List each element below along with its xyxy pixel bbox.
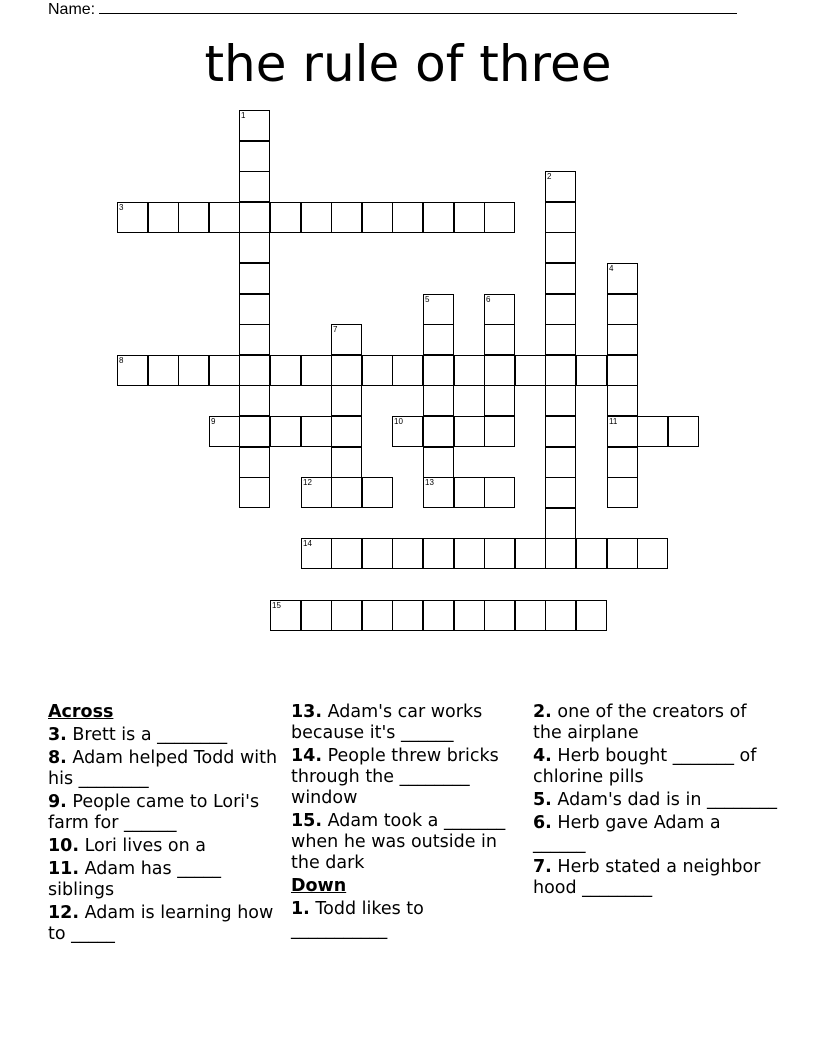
- grid-cell[interactable]: [362, 202, 393, 233]
- grid-cell[interactable]: [576, 600, 607, 631]
- clue-number: 14: [303, 539, 312, 548]
- grid-cell[interactable]: [607, 477, 638, 508]
- grid-cell[interactable]: [239, 385, 270, 416]
- clue-across-12: 12. Adam is learning how to _____: [48, 903, 274, 944]
- grid-cell[interactable]: [423, 600, 454, 631]
- grid-cell[interactable]: [239, 171, 270, 202]
- clue-number: 12: [303, 478, 312, 487]
- grid-cell[interactable]: [392, 600, 423, 631]
- grid-cell[interactable]: [117, 355, 148, 386]
- grid-cell[interactable]: [637, 416, 668, 447]
- grid-cell[interactable]: [117, 202, 148, 233]
- grid-cell[interactable]: [331, 202, 362, 233]
- grid-cell[interactable]: [423, 202, 454, 233]
- grid-cell[interactable]: [209, 202, 240, 233]
- grid-cell[interactable]: [454, 477, 485, 508]
- grid-cell[interactable]: [239, 263, 270, 294]
- grid-cell[interactable]: [515, 600, 546, 631]
- grid-cell[interactable]: [239, 355, 270, 386]
- grid-cell[interactable]: [545, 416, 576, 447]
- clue-number: 5: [425, 295, 430, 304]
- grid-cell[interactable]: [484, 294, 515, 325]
- clue-across-15: 15. Adam took a _______ when he was outside in the dark: [291, 811, 506, 873]
- grid-cell[interactable]: [607, 355, 638, 386]
- grid-cell[interactable]: [515, 355, 546, 386]
- down-heading: Down: [291, 876, 347, 896]
- grid-cell[interactable]: [331, 600, 362, 631]
- grid-cell[interactable]: [484, 202, 515, 233]
- clue-number: 3: [119, 203, 124, 212]
- grid-cell[interactable]: [362, 600, 393, 631]
- grid-cell[interactable]: [545, 538, 576, 569]
- clue-across-9: 9. People came to Lori's farm for ______: [48, 792, 260, 833]
- grid-cell[interactable]: [331, 416, 362, 447]
- grid-cell[interactable]: [454, 355, 485, 386]
- grid-cell[interactable]: [423, 477, 454, 508]
- across-heading: Across: [48, 702, 114, 722]
- grid-cell[interactable]: [331, 447, 362, 478]
- grid-cell[interactable]: [423, 355, 454, 386]
- grid-cell[interactable]: [270, 202, 301, 233]
- grid-cell[interactable]: [576, 355, 607, 386]
- grid-cell[interactable]: [484, 538, 515, 569]
- grid-cell[interactable]: [545, 477, 576, 508]
- puzzle-title: the rule of three: [204, 35, 612, 93]
- grid-cell[interactable]: [454, 202, 485, 233]
- grid-cell[interactable]: [423, 416, 454, 447]
- grid-cell[interactable]: [239, 416, 270, 447]
- grid-cell[interactable]: [454, 416, 485, 447]
- grid-cell[interactable]: [423, 385, 454, 416]
- grid-cell[interactable]: [607, 294, 638, 325]
- grid-cell[interactable]: [545, 600, 576, 631]
- clue-across-11: 11. Adam has _____ siblings: [48, 859, 221, 900]
- grid-cell[interactable]: [545, 202, 576, 233]
- grid-cell[interactable]: [545, 355, 576, 386]
- clue-number: 6: [486, 295, 491, 304]
- grid-cell[interactable]: [545, 294, 576, 325]
- grid-cell[interactable]: [484, 324, 515, 355]
- clue-number: 13: [425, 478, 434, 487]
- grid-cell[interactable]: [607, 324, 638, 355]
- grid-cell[interactable]: [239, 477, 270, 508]
- clue-down-2: 2. one of the creators of the airplane: [533, 702, 747, 743]
- grid-cell[interactable]: [423, 294, 454, 325]
- clue-number: 9: [211, 417, 216, 426]
- grid-cell[interactable]: [239, 110, 270, 141]
- grid-cell[interactable]: [270, 600, 301, 631]
- grid-cell[interactable]: [392, 355, 423, 386]
- grid-cell[interactable]: [362, 538, 393, 569]
- grid-cell[interactable]: [637, 538, 668, 569]
- clue-number: 1: [241, 111, 246, 120]
- grid-cell[interactable]: [301, 538, 332, 569]
- grid-cell[interactable]: [301, 477, 332, 508]
- clue-number: 8: [119, 356, 124, 365]
- clue-number: 11: [609, 417, 618, 426]
- clue-down-5: 5. Adam's dad is in ________: [533, 790, 778, 810]
- clue-down-4: 4. Herb bought _______ of chlorine pills: [533, 746, 757, 787]
- grid-cell[interactable]: [301, 416, 332, 447]
- grid-cell[interactable]: [362, 355, 393, 386]
- grid-cell[interactable]: [301, 355, 332, 386]
- grid-cell[interactable]: [392, 202, 423, 233]
- grid-cell[interactable]: [239, 202, 270, 233]
- grid-cell[interactable]: [607, 385, 638, 416]
- clue-down-1: 1. Todd likes to ___________: [291, 899, 424, 940]
- clue-number: 15: [272, 601, 281, 610]
- grid-cell[interactable]: [484, 477, 515, 508]
- clue-down-6: 6. Herb gave Adam a ______: [533, 813, 721, 854]
- grid-cell[interactable]: [545, 385, 576, 416]
- grid-cell[interactable]: [148, 202, 179, 233]
- grid-cell[interactable]: [239, 447, 270, 478]
- grid-cell[interactable]: [239, 141, 270, 172]
- grid-cell[interactable]: [270, 416, 301, 447]
- grid-cell[interactable]: [607, 447, 638, 478]
- grid-cell[interactable]: [668, 416, 699, 447]
- grid-cell[interactable]: [148, 355, 179, 386]
- grid-cell[interactable]: [331, 538, 362, 569]
- grid-cell[interactable]: [545, 171, 576, 202]
- grid-cell[interactable]: [209, 416, 240, 447]
- grid-cell[interactable]: [545, 232, 576, 263]
- grid-cell[interactable]: [484, 600, 515, 631]
- grid-cell[interactable]: [301, 202, 332, 233]
- grid-cell[interactable]: [423, 538, 454, 569]
- grid-cell[interactable]: [484, 355, 515, 386]
- grid-cell[interactable]: [423, 447, 454, 478]
- grid-cell[interactable]: [545, 263, 576, 294]
- clue-across-8: 8. Adam helped Todd with his ________: [48, 748, 278, 789]
- grid-cell[interactable]: [239, 232, 270, 263]
- clues-column-3: [533, 702, 778, 901]
- grid-cell[interactable]: [392, 538, 423, 569]
- grid-cell[interactable]: [607, 263, 638, 294]
- grid-cell[interactable]: [331, 355, 362, 386]
- name-label: Name:: [48, 1, 96, 18]
- clue-number: 2: [547, 172, 552, 181]
- clue-number: 7: [333, 325, 338, 334]
- grid-cell[interactable]: [239, 324, 270, 355]
- grid-cell[interactable]: [545, 447, 576, 478]
- grid-cell[interactable]: [454, 600, 485, 631]
- clue-across-3: 3. Brett is a ________: [48, 725, 228, 745]
- grid-cell[interactable]: [392, 416, 423, 447]
- grid-cell[interactable]: [178, 355, 209, 386]
- grid-cell[interactable]: [515, 538, 546, 569]
- clues-column-1: [48, 702, 278, 947]
- grid-cell[interactable]: [301, 600, 332, 631]
- clue-number: 10: [394, 417, 403, 426]
- clues-column-2: [291, 702, 521, 943]
- clue-across-13: 13. Adam's car works because it's ______: [291, 702, 483, 743]
- grid-cell[interactable]: [331, 324, 362, 355]
- grid-cell[interactable]: [607, 538, 638, 569]
- grid-cell[interactable]: [178, 202, 209, 233]
- grid-cell[interactable]: [331, 385, 362, 416]
- grid-cell[interactable]: [423, 324, 454, 355]
- grid-cell[interactable]: [239, 294, 270, 325]
- grid-cell[interactable]: [209, 355, 240, 386]
- clue-across-10: 10. Lori lives on a: [48, 836, 206, 856]
- grid-cell[interactable]: [454, 538, 485, 569]
- grid-cell[interactable]: [607, 416, 638, 447]
- grid-cell[interactable]: [545, 508, 576, 539]
- grid-cell[interactable]: [331, 477, 362, 508]
- grid-cell[interactable]: [484, 416, 515, 447]
- clue-number: 4: [609, 264, 614, 273]
- grid-cell[interactable]: [576, 538, 607, 569]
- grid-cell[interactable]: [270, 355, 301, 386]
- grid-cell[interactable]: [545, 324, 576, 355]
- clue-down-7: 7. Herb stated a neighbor hood ________: [533, 857, 761, 898]
- grid-cell[interactable]: [484, 385, 515, 416]
- grid-cell[interactable]: [362, 477, 393, 508]
- clue-across-14: 14. People threw bricks through the ________ window: [291, 746, 499, 808]
